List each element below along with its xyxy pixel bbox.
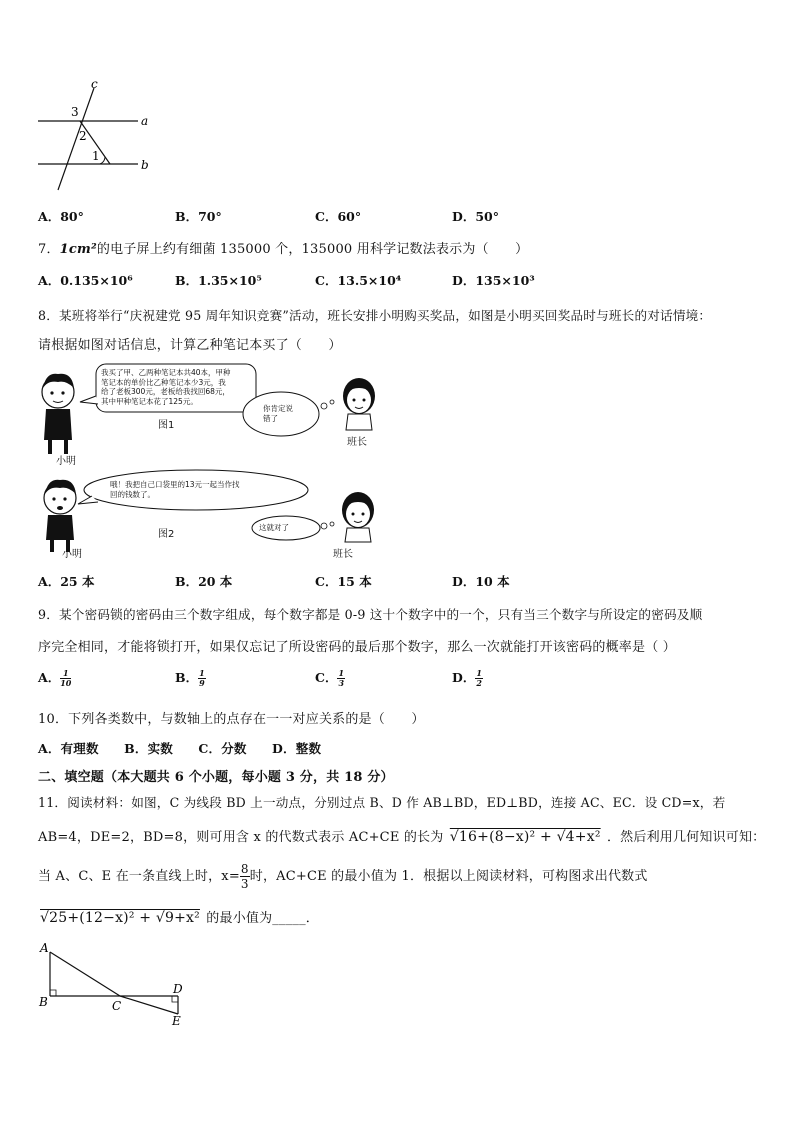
segment-AC: [50, 952, 120, 996]
q8-fig1-caption: 图1: [158, 420, 175, 431]
q6-option-a: A．80°: [38, 209, 84, 224]
label-A: A: [40, 941, 49, 955]
right-angle-D: [172, 996, 178, 1002]
q11-line4-post: 的最小值为_____．: [206, 911, 319, 926]
q11-fraction: [240, 862, 250, 891]
q6-option-c: C．60°: [315, 209, 362, 224]
label-D: D: [173, 982, 183, 996]
q9-stem-line2: 序完全相同，才能将锁打开，如果仅忘记了所设密码的最后那个数字，那么一次就能打开该密码的概率是（ ）: [38, 640, 676, 655]
bubble1-line: 我买了甲、乙两种笔记本共40本，甲种: [101, 368, 231, 377]
q8-option-c: C．15 本: [315, 574, 372, 589]
boy-figure-2: [44, 480, 76, 552]
q8-fig2-caption: 图2: [158, 529, 175, 540]
fraction-numerator: 8: [240, 862, 249, 876]
q9-stem-line1: 9．某个密码锁的密码由三个数字组成，每个数字都是 0-9 这十个数字中的一个，只有当三个数字与所设定的密码及顺: [38, 607, 703, 622]
q9-option-d-fraction: [475, 669, 483, 688]
q11-line4-expression: √25+(12−x)² + √9+x²: [40, 910, 200, 926]
q8-fig1-monitor-label: 班长: [347, 437, 367, 448]
q11-line3-post: 时，AC+CE 的最小值为 1．根据以上阅读材料，可构图求出代数式: [249, 869, 648, 884]
fraction-numerator: 1: [476, 668, 482, 678]
q7-option-b: B．1.35×10⁵: [175, 273, 262, 288]
q6-figure: [34, 78, 154, 196]
q9-option-a-label: A．: [38, 670, 61, 685]
label-b: b: [141, 158, 149, 172]
q7-number: 7．: [38, 242, 60, 257]
fraction-denominator: 3: [338, 678, 345, 688]
reply1-line: 你肯定说: [263, 404, 293, 413]
q11-line2-post: ．然后利用几何知识可知：: [606, 830, 766, 845]
reply1-line: 错了: [263, 413, 278, 423]
bubble1-line: 其中甲种笔记本花了125元。: [101, 396, 198, 406]
girl-figure-2: [342, 492, 374, 542]
q7-option-a: A．0.135×10⁶: [38, 273, 133, 288]
q8-fig1-reply-text: [263, 404, 293, 423]
q8-option-a: A．25 本: [38, 574, 95, 589]
section2-heading: 二、填空题（本大题共 6 个小题，每小题 3 分，共 18 分）: [38, 770, 394, 785]
q7-option-c: C．13.5×10⁴: [315, 273, 402, 288]
q9-option-c-fraction: [337, 669, 345, 688]
q8-fig1-bubble-text: [101, 368, 256, 406]
q8-stem-line2: 请根据如图对话信息，计算乙种笔记本买了（ ）: [38, 338, 342, 353]
q7-stem: [38, 238, 528, 257]
label-B: B: [39, 995, 48, 1009]
label-a: a: [141, 114, 149, 128]
q11-figure: [36, 938, 188, 1026]
bubble2-line: 回的钱数了。: [110, 489, 155, 499]
q9-option-b: [175, 668, 206, 688]
q8-fig1-student-label: 小明: [56, 456, 76, 467]
girl-figure-1: [343, 378, 375, 430]
q11-line1: 11．阅读材料：如图，C 为线段 BD 上一动点，分别过点 B、D 作 AB⊥BD，ED⊥BD，连接 AC、EC．设 CD=x，若: [38, 795, 726, 810]
q11-line2: [38, 826, 765, 845]
q10-stem: 10．下列各类数中，与数轴上的点存在一一对应关系的是（ ）: [38, 712, 425, 727]
q11-line2-expression: √16+(8−x)² + √4+x²: [449, 829, 601, 845]
q11-line2-pre: AB=4，DE=2，BD=8，则可用含 x 的代数式表示 AC+CE 的长为: [38, 830, 444, 845]
q8-fig2-reply-text: 这就对了: [259, 523, 289, 532]
fraction-numerator: 1: [60, 669, 71, 679]
fraction-denominator: 2: [476, 678, 482, 688]
label-3: 3: [71, 105, 79, 119]
q6-option-b: B．70°: [175, 209, 222, 224]
q7-unit: 1cm²: [59, 242, 97, 257]
q8-fig2-bubble-text: [110, 480, 300, 499]
right-angle-B: [50, 990, 56, 996]
segment-CE: [120, 996, 178, 1014]
q9-option-d-label: D．: [452, 670, 476, 685]
q9-option-a: [38, 668, 71, 688]
q9-option-c: [315, 668, 345, 688]
fraction-denominator: 10: [60, 678, 72, 688]
q8-fig2-student-label: 小明: [62, 549, 82, 560]
label-1: 1: [92, 149, 100, 163]
angle1-arc: [100, 157, 105, 164]
q7-option-d: D．135×10³: [452, 273, 535, 288]
q11-line3-pre: 当 A、C、E 在一条直线上时，x=: [38, 869, 240, 884]
q8-stem-line1: 8．某班将举行“庆祝建党 95 周年知识竞赛”活动，班长安排小明购买奖品，如图是小明买回奖品时与班长的对话情境：: [38, 308, 712, 323]
q8-option-d: D．10 本: [452, 574, 510, 589]
q9-option-b-fraction: [198, 669, 206, 688]
q9-option-a-fraction: [60, 669, 71, 688]
bubble1-line: 笔记本的单价比乙种笔记本少3元，我: [101, 377, 226, 387]
boy-figure-1: [42, 374, 74, 454]
bubble2-line: 哦！我把自己口袋里的13元一起当作找: [110, 480, 240, 489]
q10-options: A．有理数 B．实数 C．分数 D．整数: [38, 741, 322, 756]
fraction-denominator: 9: [199, 678, 205, 688]
q6-option-d: D．50°: [452, 209, 499, 224]
label-C: C: [112, 999, 122, 1013]
q8-fig2-monitor-label: 班长: [333, 549, 353, 560]
q8-option-b: B．20 本: [175, 574, 233, 589]
bubble1-line: 给了老板300元，老板给我找回68元，: [101, 387, 230, 396]
q7-text: 的电子屏上约有细菌 135000 个，135000 用科学记数法表示为（ ）: [96, 242, 529, 257]
fraction-denominator: 3: [240, 877, 249, 891]
fraction-numerator: 1: [338, 668, 345, 678]
label-2: 2: [79, 129, 87, 143]
q9-option-b-label: B．: [175, 670, 199, 685]
q11-line3: [38, 862, 648, 891]
fraction-numerator: 1: [199, 668, 205, 678]
q11-line4: [38, 907, 319, 926]
label-c: c: [91, 78, 98, 91]
q9-option-c-label: C．: [315, 670, 338, 685]
label-E: E: [172, 1014, 181, 1026]
q9-option-d: [452, 668, 483, 688]
line-c: [58, 88, 94, 190]
